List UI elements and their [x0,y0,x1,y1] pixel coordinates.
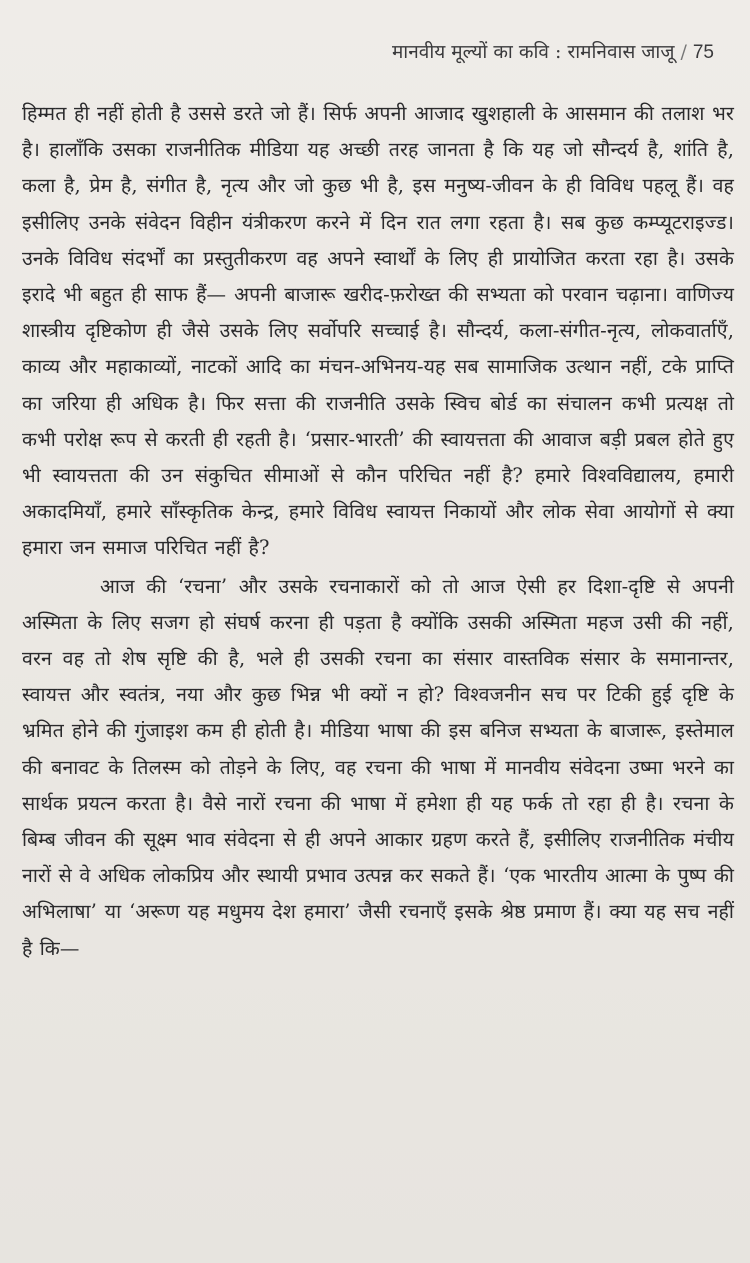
paragraph-1: हिम्मत ही नहीं होती है उससे डरते जो हैं। सिर्फ अपनी आजाद खुशहाली के आसमान की तलाश भर है। हालाँकि उसका राजनीतिक मीडिया यह अच्छी तरह जानता है कि यह जो सौन्दर्य है, शांति है, कला है, प्रेम है, संगीत है, नृत्य और जो कुछ भी है, इस मनुष्य-जीवन के ही विविध पहलू हैं। वह इसीलिए उनके संवेदन विहीन यंत्रीकरण करने में दिन रात लगा रहता है। सब कुछ कम्प्यूटराइज्ड। उनके विविध संदर्भों का प्रस्तुतीकरण वह अपने स्वार्थों के लिए ही प्रायोजित करता रहा है। उसके इरादे भी बहुत ही साफ हैं— अपनी बाजारू खरीद-फ़रोख्त की सभ्यता को परवान चढ़ाना। वाणिज्य शास्त्रीय दृष्टिकोण ही जैसे उसके लिए सर्वोपरि सच्चाई है। सौन्दर्य, कला-संगीत-नृत्य, लोकवार्ताएँ, काव्य और महाकाव्यों, नाटकों आदि का मंचन-अभिनय-यह सब सामाजिक उत्थान नहीं, टके प्राप्ति का जरिया ही अधिक है। फिर सत्ता की राजनीति उसके स्विच बोर्ड का संचालन कभी प्रत्यक्ष तो कभी परोक्ष रूप से करती ही रहती है। ‘प्रसार-भारती’ की स्वायत्तता की आवाज बड़ी प्रबल होते हुए भी स्वायत्तता की उन संकुचित सीमाओं से कौन परिचित नहीं है? हमारे विश्वविद्यालय, हमारी अकादमियाँ, हमारे साँस्कृतिक केन्द्र, हमारे विविध स्वायत्त निकायों और लोक सेवा आयोगों से क्या हमारा जन समाज परिचित नहीं है? [22,102,734,560]
header-separator: / [680,41,687,63]
page-number: 75 [692,42,714,63]
paragraph-2: आज की ‘रचना’ और उसके रचनाकारों को तो आज ऐसी हर दिशा-दृष्टि से अपनी अस्मिता के लिए सजग हो संघर्ष करना ही पड़ता है क्योंकि उसकी अस्मिता महज उसी की नहीं, वरन वह तो शेष सृष्टि की है, भले ही उसकी रचना का संसार वास्तविक संसार के समानान्तर, स्वायत्त और स्वतंत्र, नया और कुछ भिन्न भी क्यों न हो? विश्वजनीन सच पर टिकी हुई दृष्टि के भ्रमित होने की गुंजाइश कम ही होती है। मीडिया भाषा की इस बनिज सभ्यता के बाजारू, इस्तेमाल की बनावट के तिलस्म को तोड़ने के लिए, वह रचना की भाषा में मानवीय संवेदना उष्मा भरने का सार्थक प्रयत्न करता है। वैसे नारों रचना की भाषा में हमेशा ही यह फर्क तो रहा ही है। रचना के बिम्ब जीवन की सूक्ष्म भाव संवेदना से ही अपने आकार ग्रहण करते हैं, इसीलिए राजनीतिक मंचीय नारों से वे अधिक लोकप्रिय और स्थायी प्रभाव उत्पन्न कर सकते हैं। ‘एक भारतीय आत्मा के पुष्प की अभिलाषा’ या ‘अरूण यह मधुमय देश हमारा’ जैसी रचनाएँ इसके श्रेष्ठ प्रमाण हैं। क्या यह सच नहीं है कि— [22,574,734,960]
header-title: मानवीय मूल्यों का कवि : रामनिवास जाजू [391,41,675,63]
body-text [22,96,734,967]
running-header [392,38,714,64]
